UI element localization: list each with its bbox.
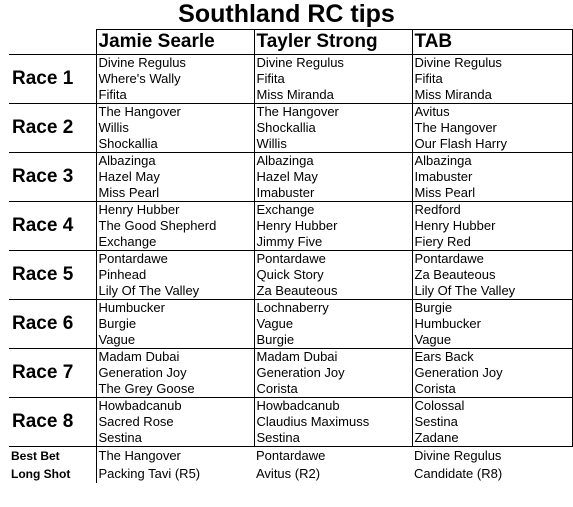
pick-cell: Redford [412,202,572,219]
race-label: Race 6 [9,300,96,349]
pick-cell: The Hangover [254,104,412,121]
long-shot-label: Long Shot [9,465,96,483]
pick-cell: Hazel May [96,169,254,185]
pick-cell: Sestina [96,430,254,447]
pick-cell: Lily Of The Valley [96,283,254,300]
race-label: Race 2 [9,104,96,153]
pick-cell: Pontardawe [256,448,326,463]
pick-cell: Divine Regulus [96,55,254,72]
pick-cell: The Good Shepherd [96,218,254,234]
pick-cell: Pontardawe [412,251,572,268]
pick-cell: Burgie [96,316,254,332]
pick-cell: Burgie [254,332,412,349]
pick-cell: Madam Dubai [96,349,254,366]
tips-table [9,29,573,483]
race-label: Race 3 [9,153,96,202]
pick-cell: Henry Hubber [412,218,572,234]
best-bet-row [9,447,572,466]
pick-cell: Avitus [412,104,572,121]
table-row [9,104,572,121]
race-label: Race 7 [9,349,96,398]
table-row [9,251,572,268]
pick-cell: Jimmy Five [254,234,412,251]
pick-cell: Henry Hubber [96,202,254,219]
pick-cell: Candidate (R8) [414,466,503,481]
pick-cell: Divine Regulus [414,448,502,463]
table-row [9,55,572,72]
pick-cell: Ears Back [412,349,572,366]
pick-cell: The Hangover [96,104,254,121]
pick-cell: Fifita [96,87,254,104]
header-row [9,30,572,55]
pick-cell: Generation Joy [412,365,572,381]
pick-cell: Albazinga [254,153,412,170]
pick-cell: Hazel May [254,169,412,185]
pick-cell: The Hangover [412,120,572,136]
pick-cell: Exchange [96,234,254,251]
pick-cell: Claudius Maximuss [254,414,412,430]
pick-cell: Shockallia [96,136,254,153]
pick-cell: Colossal [412,398,572,415]
pick-cell: Vague [412,332,572,349]
long-shot-row [9,465,572,483]
pick-cell: Vague [254,316,412,332]
table-row [9,300,572,317]
race-label: Race 4 [9,202,96,251]
pick-cell: Miss Miranda [412,87,572,104]
table-row [9,153,572,170]
pick-cell: Packing Tavi (R5) [98,466,201,481]
best-bet-label: Best Bet [9,447,96,466]
pick-cell: Avitus (R2) [256,466,321,481]
corner-cell [9,30,96,55]
pick-cell: Miss Miranda [254,87,412,104]
table-row [9,398,572,415]
pick-cell: Generation Joy [254,365,412,381]
pick-cell: Howbadcanub [96,398,254,415]
pick-cell: Willis [254,136,412,153]
pick-cell: Corista [254,381,412,398]
pick-cell: Humbucker [96,300,254,317]
table-row [9,202,572,219]
pick-cell: Vague [96,332,254,349]
pick-cell: Fiery Red [412,234,572,251]
pick-cell: Willis [96,120,254,136]
race-label: Race 5 [9,251,96,300]
race-label: Race 8 [9,398,96,447]
pick-cell: Miss Pearl [412,185,572,202]
pick-cell: Fifita [254,71,412,87]
pick-cell: Albazinga [96,153,254,170]
pick-cell: Quick Story [254,267,412,283]
pick-cell: Humbucker [412,316,572,332]
page-title: Southland RC tips [178,0,395,28]
tipster-header: Jamie Searle [96,30,254,55]
pick-cell: Pinhead [96,267,254,283]
pick-cell: Sestina [412,414,572,430]
pick-cell: Imabuster [412,169,572,185]
pick-cell: Lily Of The Valley [412,283,572,300]
pick-cell: Fifita [412,71,572,87]
tipster-header: TAB [412,30,572,55]
pick-cell: Miss Pearl [96,185,254,202]
pick-cell: Imabuster [254,185,412,202]
pick-cell: Shockallia [254,120,412,136]
pick-cell: Henry Hubber [254,218,412,234]
pick-cell: Za Beauteous [412,267,572,283]
pick-cell: Exchange [254,202,412,219]
pick-cell: Generation Joy [96,365,254,381]
pick-cell: Madam Dubai [254,349,412,366]
pick-cell: Lochnaberry [254,300,412,317]
table-row [9,349,572,366]
pick-cell: Sacred Rose [96,414,254,430]
pick-cell: Divine Regulus [412,55,572,72]
pick-cell: Burgie [412,300,572,317]
race-label: Race 1 [9,55,96,104]
pick-cell: Howbadcanub [254,398,412,415]
pick-cell: Zadane [412,430,572,447]
pick-cell: Sestina [254,430,412,447]
tipster-header: Tayler Strong [254,30,412,55]
pick-cell: The Hangover [98,448,181,463]
pick-cell: Divine Regulus [254,55,412,72]
pick-cell: Pontardawe [254,251,412,268]
pick-cell: The Grey Goose [96,381,254,398]
pick-cell: Where's Wally [96,71,254,87]
pick-cell: Pontardawe [96,251,254,268]
pick-cell: Albazinga [412,153,572,170]
pick-cell: Corista [412,381,572,398]
pick-cell: Za Beauteous [254,283,412,300]
pick-cell: Our Flash Harry [412,136,572,153]
